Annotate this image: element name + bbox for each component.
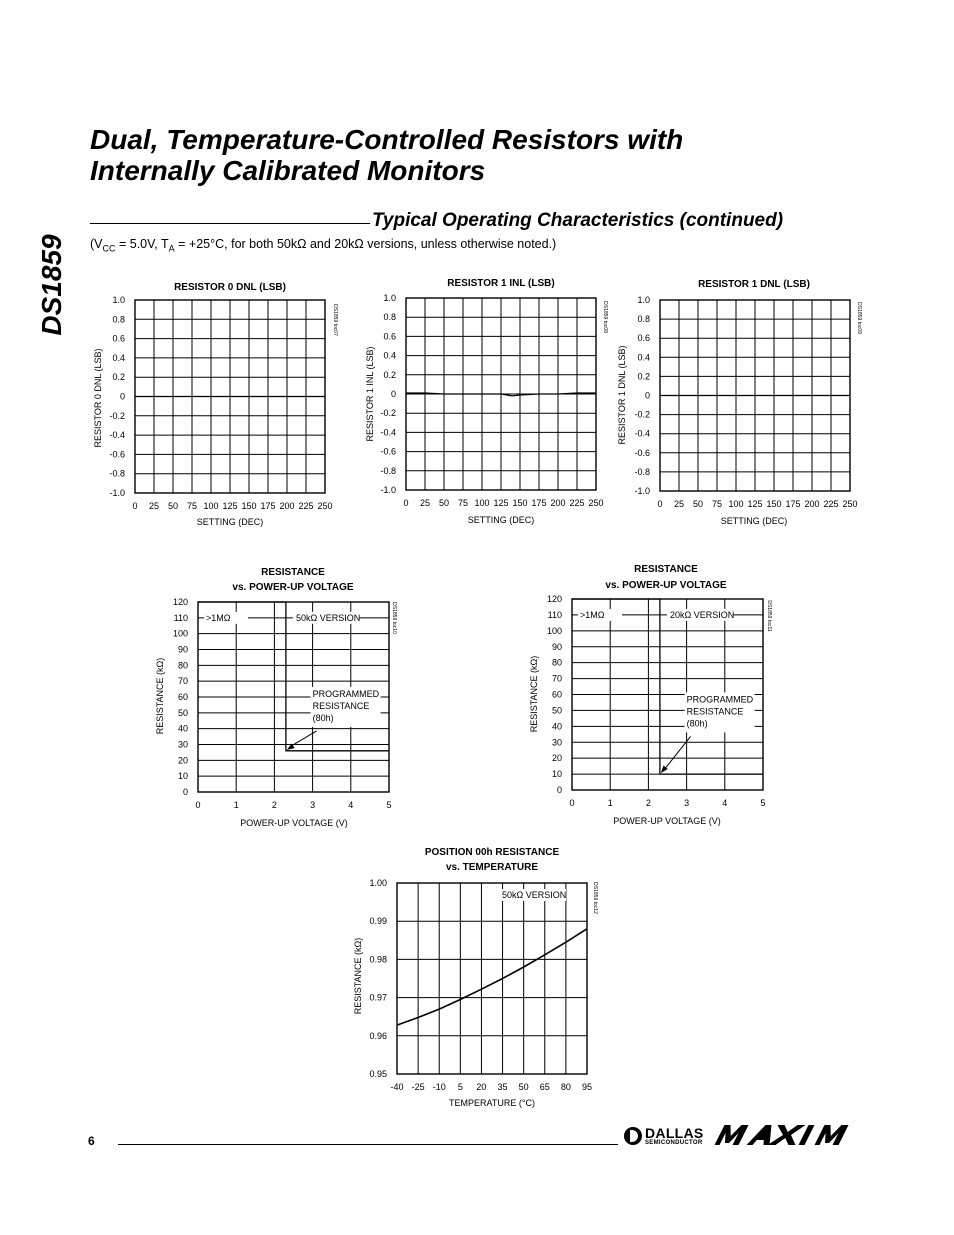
x-tick-label: 95	[581, 1082, 593, 1092]
y-tick-label: 110	[173, 612, 188, 623]
chart-title-line-1: RESISTANCE	[634, 564, 698, 575]
annotation-programmed: (80h)	[312, 712, 334, 723]
x-tick-label: 100	[203, 501, 219, 511]
series-line	[397, 929, 587, 1025]
y-tick-label: -0.2	[380, 408, 396, 419]
x-tick-label: 25	[419, 498, 431, 508]
annotation-high: >1MΩ	[206, 612, 231, 623]
y-tick-label: 80	[551, 657, 562, 668]
page-number: 6	[88, 1134, 95, 1148]
x-axis-label: POWER-UP VOLTAGE (V)	[613, 816, 721, 826]
y-tick-label: 60	[551, 689, 562, 700]
y-tick-label: 10	[551, 769, 562, 780]
y-tick-label: 40	[177, 723, 188, 734]
y-tick-label: 10	[177, 771, 188, 782]
annotation-programmed: RESISTANCE	[686, 706, 744, 717]
x-tick-label: 1	[607, 798, 613, 808]
y-tick-label: 0.2	[112, 372, 125, 383]
x-tick-label: 100	[728, 499, 744, 509]
x-tick-label: 1	[233, 800, 239, 810]
annotation-version: 50kΩ VERSION	[502, 890, 567, 900]
y-axis-label: RESISTOR 1 DNL (LSB)	[617, 345, 627, 445]
chart-title-line-1: POSITION 00h RESISTANCE	[424, 847, 560, 858]
y-tick-label: 0	[182, 787, 188, 797]
y-tick-label: 0.8	[383, 312, 396, 323]
x-tick-label: 0	[403, 498, 409, 508]
toc-code: DS1859 toc07	[332, 304, 338, 336]
y-tick-label: 0.2	[637, 371, 650, 382]
x-tick-label: 4	[348, 800, 354, 810]
y-tick-label: 20	[177, 755, 188, 766]
x-tick-label: 75	[457, 498, 469, 508]
y-tick-label: -0.6	[380, 446, 396, 457]
x-tick-label: 80	[560, 1082, 571, 1092]
x-tick-label: 5	[760, 798, 766, 808]
y-tick-label: -1.0	[380, 485, 396, 495]
annotation-version: 50kΩ VERSION	[296, 612, 361, 623]
y-tick-label: 0.4	[637, 352, 650, 363]
x-tick-label: 150	[241, 501, 257, 511]
y-axis-label: RESISTOR 0 DNL (LSB)	[93, 348, 103, 448]
x-tick-label: 25	[148, 501, 160, 511]
y-tick-label: 0.98	[369, 954, 387, 965]
toc-code: DS1859 toc10	[391, 602, 397, 634]
x-tick-label: 125	[493, 498, 509, 508]
x-axis-label: POWER-UP VOLTAGE (V)	[240, 818, 348, 828]
x-tick-label: 25	[673, 499, 685, 509]
chart-title-line-2: vs. POWER-UP VOLTAGE	[232, 582, 354, 593]
annotation-version: 20kΩ VERSION	[670, 609, 735, 620]
y-tick-label: -0.8	[380, 465, 396, 476]
x-axis-label: SETTING (DEC)	[467, 515, 535, 525]
y-tick-label: -0.2	[109, 410, 125, 421]
x-tick-label: 225	[298, 501, 314, 511]
y-tick-label: -0.2	[634, 409, 650, 420]
y-tick-label: 1.0	[112, 295, 125, 305]
test-conditions: ($V_{CC} = 5.0V$, $T_A = +25^\circ C$, for both 50kΩ and 20kΩ versions, unless otherwise noted.)	[90, 237, 557, 254]
annotation-programmed: PROGRAMMED	[686, 694, 754, 705]
y-tick-label: 0.99	[369, 916, 387, 927]
x-tick-label: 125	[222, 501, 238, 511]
toc-code: DS1859 toc11	[766, 600, 772, 632]
y-tick-label: 1.0	[383, 293, 396, 303]
x-tick-label: 0	[132, 501, 138, 511]
x-tick-label: 175	[260, 501, 276, 511]
plot-area	[173, 597, 392, 810]
y-tick-label: -0.6	[634, 447, 650, 458]
x-tick-label: 65	[539, 1082, 550, 1092]
y-tick-label: 30	[177, 739, 188, 750]
x-tick-label: 150	[766, 499, 782, 509]
y-tick-label: -1.0	[634, 486, 650, 496]
y-tick-label: 0.4	[383, 350, 396, 361]
y-tick-label: 0	[556, 785, 562, 795]
x-axis-label: TEMPERATURE (°C)	[449, 1098, 535, 1108]
annotation-programmed: PROGRAMMED	[312, 688, 380, 699]
y-tick-label: 1.0	[637, 295, 650, 305]
y-tick-label: 0	[644, 390, 650, 401]
page-title-line-2: Internally Calibrated Monitors	[90, 155, 486, 186]
x-tick-label: 225	[823, 499, 839, 509]
page-title	[90, 124, 890, 186]
x-tick-label: 200	[550, 498, 566, 508]
y-axis-label: RESISTANCE (kΩ)	[529, 655, 539, 733]
chart-resistance-vs-powerup-50k	[150, 560, 410, 835]
y-tick-label: 110	[547, 609, 562, 620]
y-tick-label: 0	[119, 391, 125, 402]
y-tick-label: 120	[172, 597, 188, 607]
y-tick-label: -1.0	[109, 488, 125, 498]
x-tick-label: 0	[195, 800, 201, 810]
y-tick-label: 1.00	[369, 878, 387, 888]
plot-area	[109, 295, 332, 511]
y-tick-label: -0.4	[380, 427, 396, 438]
x-tick-label: 50	[438, 498, 450, 508]
chart-title-line-2: vs. POWER-UP VOLTAGE	[605, 580, 727, 591]
y-tick-label: 20	[551, 753, 562, 764]
x-tick-label: 225	[569, 498, 585, 508]
chart-title-line-1: RESISTANCE	[261, 567, 325, 578]
x-tick-label: 250	[842, 499, 858, 509]
page-title-line-1: Dual, Temperature-Controlled Resistors with	[90, 124, 684, 155]
toc-code: DS1859 toc08	[602, 301, 608, 333]
series-line	[572, 599, 763, 774]
y-tick-label: -0.8	[109, 468, 125, 479]
footer-rule	[118, 1144, 618, 1145]
y-tick-label: -0.8	[634, 466, 650, 477]
y-tick-label: 90	[551, 641, 562, 652]
y-axis-label: RESISTOR 1 INL (LSB)	[365, 346, 375, 442]
y-tick-label: 80	[177, 660, 188, 671]
chart-title-line-2: vs. TEMPERATURE	[445, 862, 539, 873]
x-tick-label: 5	[457, 1082, 463, 1092]
side-part-number: DS1859	[36, 234, 67, 336]
y-tick-label: 0	[390, 389, 396, 399]
chart-title: RESISTOR 0 DNL (LSB)	[174, 282, 286, 293]
toc-code: DS1859 toc09	[856, 302, 862, 334]
x-tick-label: 50	[518, 1082, 529, 1092]
x-tick-label: 200	[804, 499, 820, 509]
y-tick-label: 0.2	[383, 369, 396, 380]
chart-resistor1-dnl	[614, 273, 874, 528]
y-axis-label: RESISTANCE (kΩ)	[155, 657, 165, 735]
y-tick-label: 0.8	[637, 314, 650, 325]
y-tick-label: 40	[551, 721, 562, 732]
x-tick-label: 75	[711, 499, 723, 509]
x-tick-label: 4	[722, 798, 728, 808]
y-tick-label: 60	[177, 692, 188, 702]
y-tick-label: 0.4	[112, 352, 125, 363]
x-axis-label: SETTING (DEC)	[720, 516, 788, 526]
y-tick-label: 0.6	[383, 331, 396, 342]
x-tick-label: 75	[186, 501, 198, 511]
x-tick-label: 125	[747, 499, 763, 509]
annotation-programmed: RESISTANCE	[312, 700, 370, 711]
x-tick-label: 250	[317, 501, 333, 511]
y-axis-label: RESISTANCE (kΩ)	[353, 937, 363, 1015]
x-tick-label: -10	[432, 1082, 446, 1092]
x-tick-label: 150	[512, 498, 528, 508]
y-tick-label: 120	[546, 594, 562, 604]
x-tick-label: 175	[785, 499, 801, 509]
y-tick-label: 70	[551, 673, 562, 684]
x-tick-label: -25	[411, 1082, 425, 1092]
annotation-programmed: (80h)	[686, 718, 708, 729]
plot-area	[380, 293, 603, 508]
x-tick-label: 0	[569, 798, 575, 808]
y-tick-label: 90	[177, 644, 188, 655]
chart-resistance-vs-powerup-20k	[524, 558, 784, 833]
x-tick-label: 50	[692, 499, 704, 509]
x-tick-label: 0	[657, 499, 663, 509]
y-tick-label: -0.4	[634, 428, 650, 439]
chart-position00h-vs-temperature	[350, 840, 610, 1115]
plot-area	[634, 295, 857, 509]
toc-code: DS1859 toc12	[592, 882, 598, 914]
chart-resistor0-dnl	[90, 275, 350, 530]
x-tick-label: 20	[476, 1082, 487, 1092]
y-tick-label: -0.6	[109, 449, 125, 460]
plot-area	[547, 594, 766, 808]
y-tick-label: 0.97	[369, 992, 387, 1003]
y-tick-label: 50	[177, 707, 188, 718]
x-tick-label: 100	[474, 498, 490, 508]
section-rule	[90, 223, 370, 224]
x-tick-label: -40	[390, 1082, 404, 1092]
y-tick-label: 50	[551, 705, 562, 716]
y-tick-label: 0.8	[112, 314, 125, 325]
y-tick-label: 0.96	[369, 1030, 387, 1041]
y-tick-label: 70	[177, 676, 188, 687]
maxim-logo	[714, 1123, 866, 1147]
y-tick-label: -0.4	[109, 430, 125, 441]
y-tick-label: 30	[551, 737, 562, 748]
x-tick-label: 200	[279, 501, 295, 511]
y-tick-label: 100	[172, 628, 188, 639]
y-tick-label: 0.6	[637, 333, 650, 344]
x-tick-label: 35	[497, 1082, 508, 1092]
x-axis-label: SETTING (DEC)	[196, 517, 264, 527]
section-title: Typical Operating Characteristics (continued)	[372, 210, 784, 231]
plot-area	[369, 878, 592, 1092]
x-tick-label: 3	[310, 800, 316, 810]
x-tick-label: 50	[167, 501, 179, 511]
x-tick-label: 250	[588, 498, 604, 508]
chart-title: RESISTOR 1 DNL (LSB)	[698, 279, 810, 290]
x-tick-label: 5	[386, 800, 392, 810]
x-tick-label: 3	[684, 798, 690, 808]
y-tick-label: 100	[546, 625, 562, 636]
x-tick-label: 2	[645, 798, 651, 808]
annotation-high: >1MΩ	[580, 609, 605, 620]
chart-resistor1-inl	[362, 272, 622, 527]
y-tick-label: 0.6	[112, 333, 125, 344]
x-tick-label: 2	[271, 800, 277, 810]
dallas-semiconductor-logo: DALLAS SEMICONDUCTOR	[624, 1125, 710, 1147]
plot-frame	[397, 883, 587, 1074]
dallas-logo-icon	[624, 1127, 642, 1145]
x-tick-label: 175	[531, 498, 547, 508]
y-tick-label: 0.95	[369, 1069, 387, 1079]
chart-title: RESISTOR 1 INL (LSB)	[447, 278, 555, 289]
